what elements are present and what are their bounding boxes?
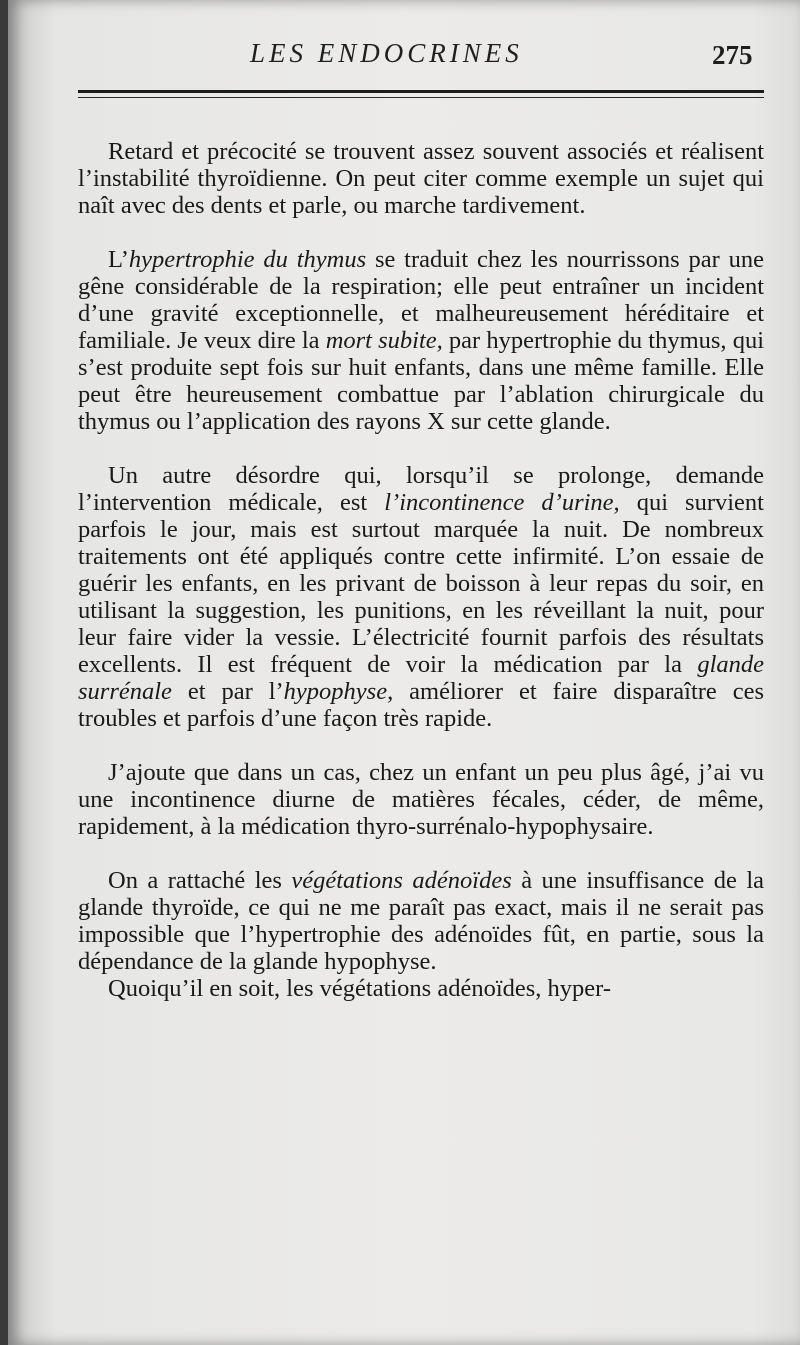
paragraph-text: On a rattaché les [108,867,292,894]
paragraph-text: par hypertrophie du thymus, qui s’est produite sept fois sur huit enfants, dans une même famille. Elle peut être heureusement combattue par l’ablation chirurgicale du thymus ou l’application des rayons X sur cette glande. [78,327,764,435]
header-rule-thick [78,90,764,93]
paragraph-text: Un autre désordre qui, lorsqu’il se prolonge, demande l’intervention médicale, est [78,462,764,516]
paragraph-text: se traduit chez les nourrissons par une gêne considérable de la respiration; elle peut entraîner un incident d’une gravité exceptionnelle, et malheureusement héréditaire et familiale. Je veux dire la [78,246,764,354]
emphasis-vegetations-adenoides: végétations adénoïdes [291,867,512,894]
paragraph-text: à une insuffisance de la glande thyroïde, ce qui ne me paraît pas exact, mais il ne serait pas impossible que l’hypertrophie des adénoïdes fût, en partie, sous la dépendance de la glande hypophyse. [78,867,764,975]
page-number: 275 [712,40,753,70]
paragraph-matieres-fecales [78,759,764,840]
paragraph-text: Retard et précocité se trouvent assez souvent associés et réalisent l’instabilité thyroïdienne. On peut citer comme exemple un sujet qui naît avec des dents et parle, ou marche tardivement. [78,138,764,219]
emphasis-hypophyse: hypophyse, [283,678,394,705]
paragraph-thymus [78,246,764,435]
paragraph-text: qui survient parfois le jour, mais est surtout marquée la nuit. De nombreux traitements ont été appliqués contre cette infirmité. L’on essaie de guérir les enfants, en les privant de boisson à leur repas du soir, en utilisant la suggestion, les punitions, en les réveillant la nuit, pour leur faire vider la vessie. L’électricité fournit parfois des résultats excellents. Il est fréquent de voir la médication par la [78,489,764,678]
running-header [8,38,800,78]
paragraph-text: J’ajoute que dans un cas, chez un enfant un peu plus âgé, j’ai vu une incontinence diurne de matières fécales, céder, de même, rapidement, à la médication thyro-surrénalo-hypophysaire. [78,759,764,840]
paragraph-text: L’ [108,246,129,273]
paragraph-text: améliorer et faire disparaître ces troubles et parfois d’une façon très rapide. [78,678,764,732]
emphasis-incontinence-urine: l’incontinence d’urine, [384,489,620,516]
paragraph-vegetations [78,867,764,975]
paragraph-continuation [78,975,764,1002]
emphasis-glande-surrenale: glande surrénale [78,651,764,705]
running-title: LES ENDOCRINES [250,38,523,68]
body-text [78,138,764,1002]
paragraph-text: Quoiqu’il en soit, les végétations adénoïdes, hyper- [108,975,612,1002]
paragraph-retard [78,138,764,219]
paragraph-incontinence [78,462,764,732]
emphasis-hypertrophie-thymus: hypertrophie du thymus [128,246,367,273]
header-rule-thin [78,97,764,98]
emphasis-mort-subite: mort subite, [325,327,443,354]
paragraph-text: et par l’ [171,678,284,705]
book-page [8,0,800,1345]
